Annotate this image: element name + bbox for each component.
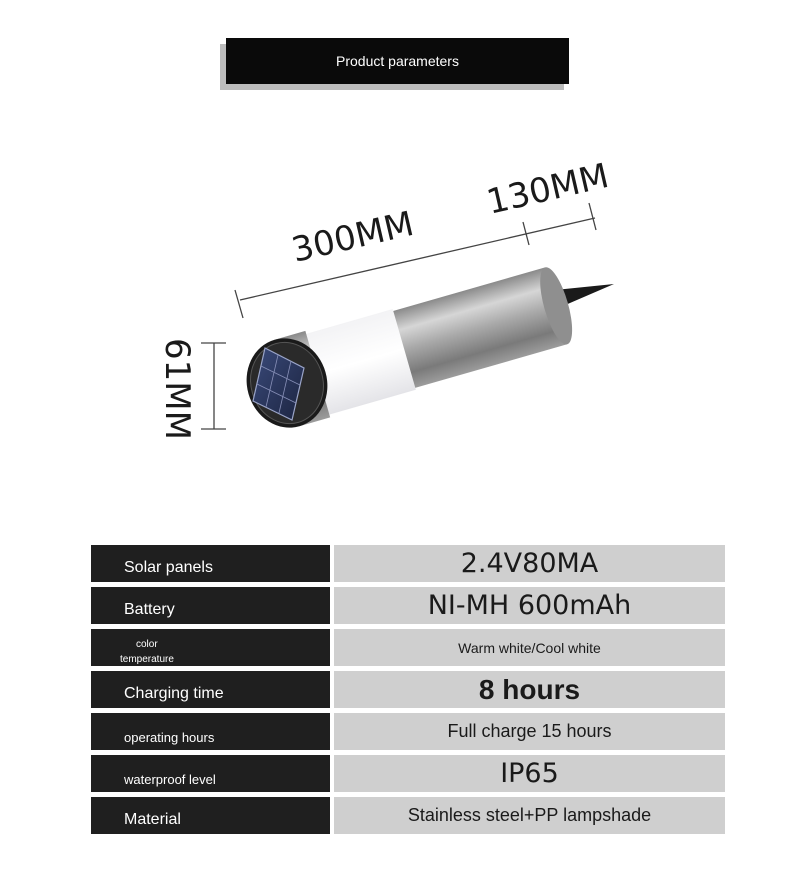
total-length-label: 300MM bbox=[288, 203, 418, 271]
param-value: Warm white/Cool white bbox=[458, 639, 601, 656]
param-label-cell bbox=[91, 713, 330, 750]
spike-length-label: 130MM bbox=[483, 155, 613, 223]
param-value-cell bbox=[334, 629, 725, 666]
param-label bbox=[120, 637, 174, 667]
param-label-cell bbox=[91, 545, 330, 582]
section-title: Product parameters bbox=[336, 53, 459, 69]
param-value-cell bbox=[334, 587, 725, 624]
param-label: Battery bbox=[124, 601, 175, 618]
diameter-label: 61MM bbox=[157, 338, 197, 440]
table-row-battery bbox=[91, 587, 725, 624]
param-label: Material bbox=[124, 811, 181, 828]
param-value-cell bbox=[334, 713, 725, 750]
param-label-line2: temperature bbox=[120, 654, 174, 665]
param-value: Stainless steel+PP lampshade bbox=[407, 805, 652, 825]
param-value: NI-MH 600mAh bbox=[427, 590, 632, 621]
param-label-cell bbox=[91, 629, 330, 666]
param-label-cell bbox=[91, 755, 330, 792]
param-value-cell bbox=[334, 755, 725, 792]
table-row-charging-time bbox=[91, 671, 725, 708]
param-label-line1: color bbox=[136, 639, 158, 650]
table-row-solar-panels bbox=[91, 545, 725, 582]
param-label-cell bbox=[91, 797, 330, 834]
param-value-cell bbox=[334, 671, 725, 708]
param-label: Solar panels bbox=[124, 559, 213, 576]
table-row-waterproof-level bbox=[91, 755, 725, 792]
param-value-cell bbox=[334, 797, 725, 834]
table-row-color-temperature bbox=[91, 629, 725, 666]
param-value: 8 hours bbox=[478, 673, 581, 705]
param-value: IP65 bbox=[500, 758, 559, 789]
param-label-cell bbox=[91, 671, 330, 708]
param-label: Charging time bbox=[124, 685, 224, 702]
param-value: Full charge 15 hours bbox=[447, 721, 612, 741]
table-row-material bbox=[91, 797, 725, 834]
param-label-cell bbox=[91, 587, 330, 624]
param-value: 2.4V80MA bbox=[460, 548, 599, 579]
param-label: operating hours bbox=[124, 730, 215, 745]
table-row-operating-hours bbox=[91, 713, 725, 750]
param-value-cell bbox=[334, 545, 725, 582]
param-label: waterproof level bbox=[124, 772, 216, 787]
